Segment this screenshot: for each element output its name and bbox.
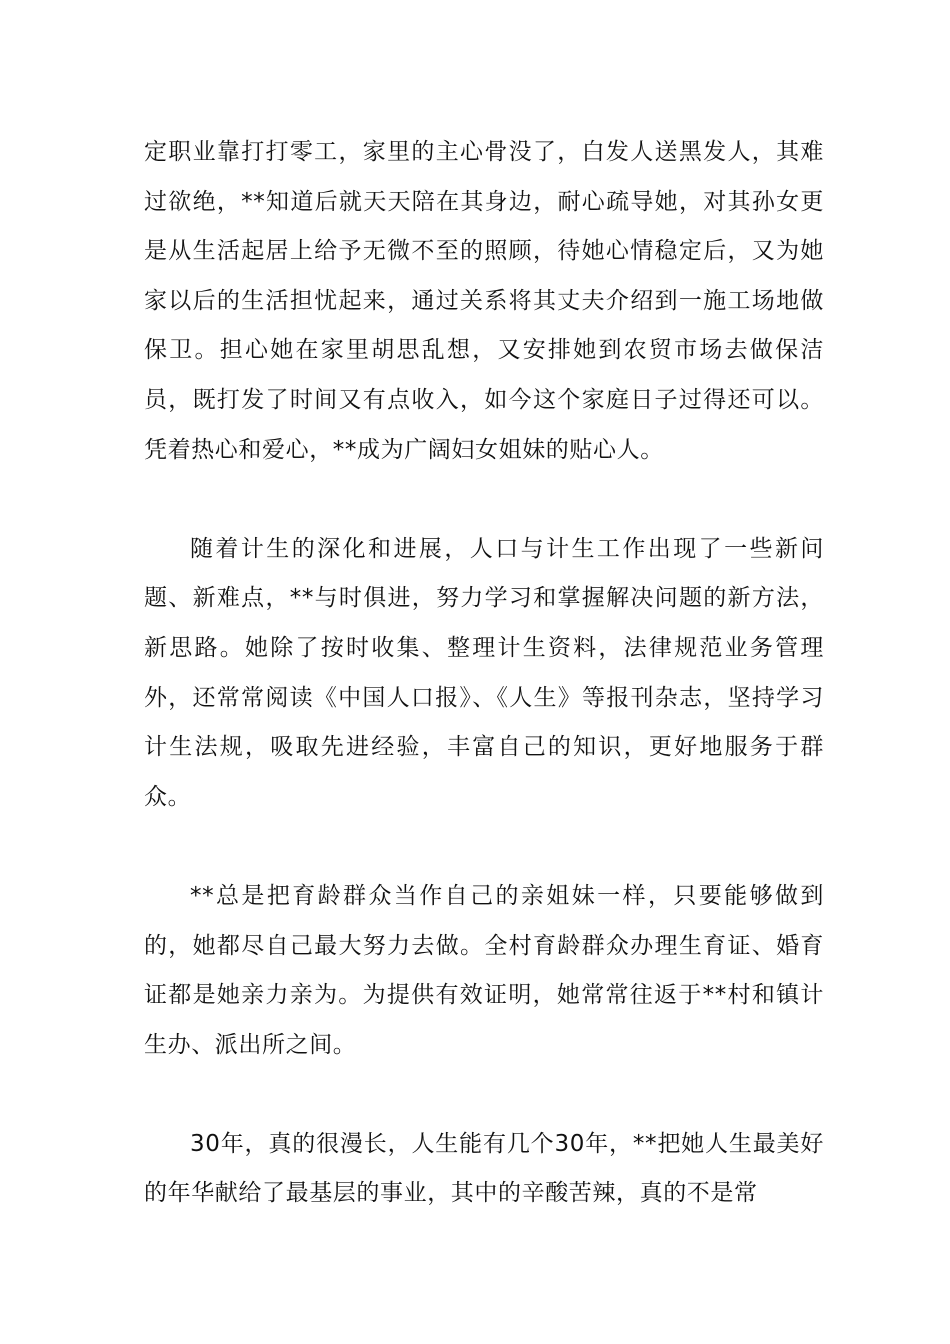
document-body [144, 128, 824, 1219]
paragraph-3: **总是把育龄群众当作自己的亲姐妹一样，只要能够做到的，她都尽自己最大努力去做。全村育龄群众办理生育证、婚育证都是她亲力亲为。为提供有效证明，她常常往返于**村和镇计生办、派出所之间。 [144, 882, 824, 1058]
paragraph-4: 30年，真的很漫长，人生能有几个30年，**把她人生最美好的年华献给了最基层的事业，其中的辛酸苦辣，真的不是常 [144, 1130, 824, 1207]
paragraph-1: 定职业靠打打零工，家里的主心骨没了，白发人送黑发人，其难过欲绝，**知道后就天天陪在其身边，耐心疏导她，对其孙女更是从生活起居上给予无微不至的照顾，待她心情稳定后，又为她家以后的生活担忧起来，通过关系将其丈夫介绍到一施工场地做保卫。担心她在家里胡思乱想，又安排她到农贸市场去做保洁员，既打发了时间又有点收入，如今这个家庭日子过得还可以。凭着热心和爱心，**成为广阔妇女姐妹的贴心人。 [144, 139, 824, 463]
paragraph-2: 随着计生的深化和进展，人口与计生工作出现了一些新问题、新难点，**与时俱进，努力学习和掌握解决问题的新方法，新思路。她除了按时收集、整理计生资料，法律规范业务管理外，还常常阅读《中国人口报》、《人生》等报刊杂志，坚持学习计生法规，吸取先进经验，丰富自己的知识，更好地服务于群众。 [144, 535, 824, 810]
paragraph-gap [144, 1070, 824, 1120]
paragraph-gap [144, 475, 824, 525]
paragraph-gap [144, 822, 824, 872]
